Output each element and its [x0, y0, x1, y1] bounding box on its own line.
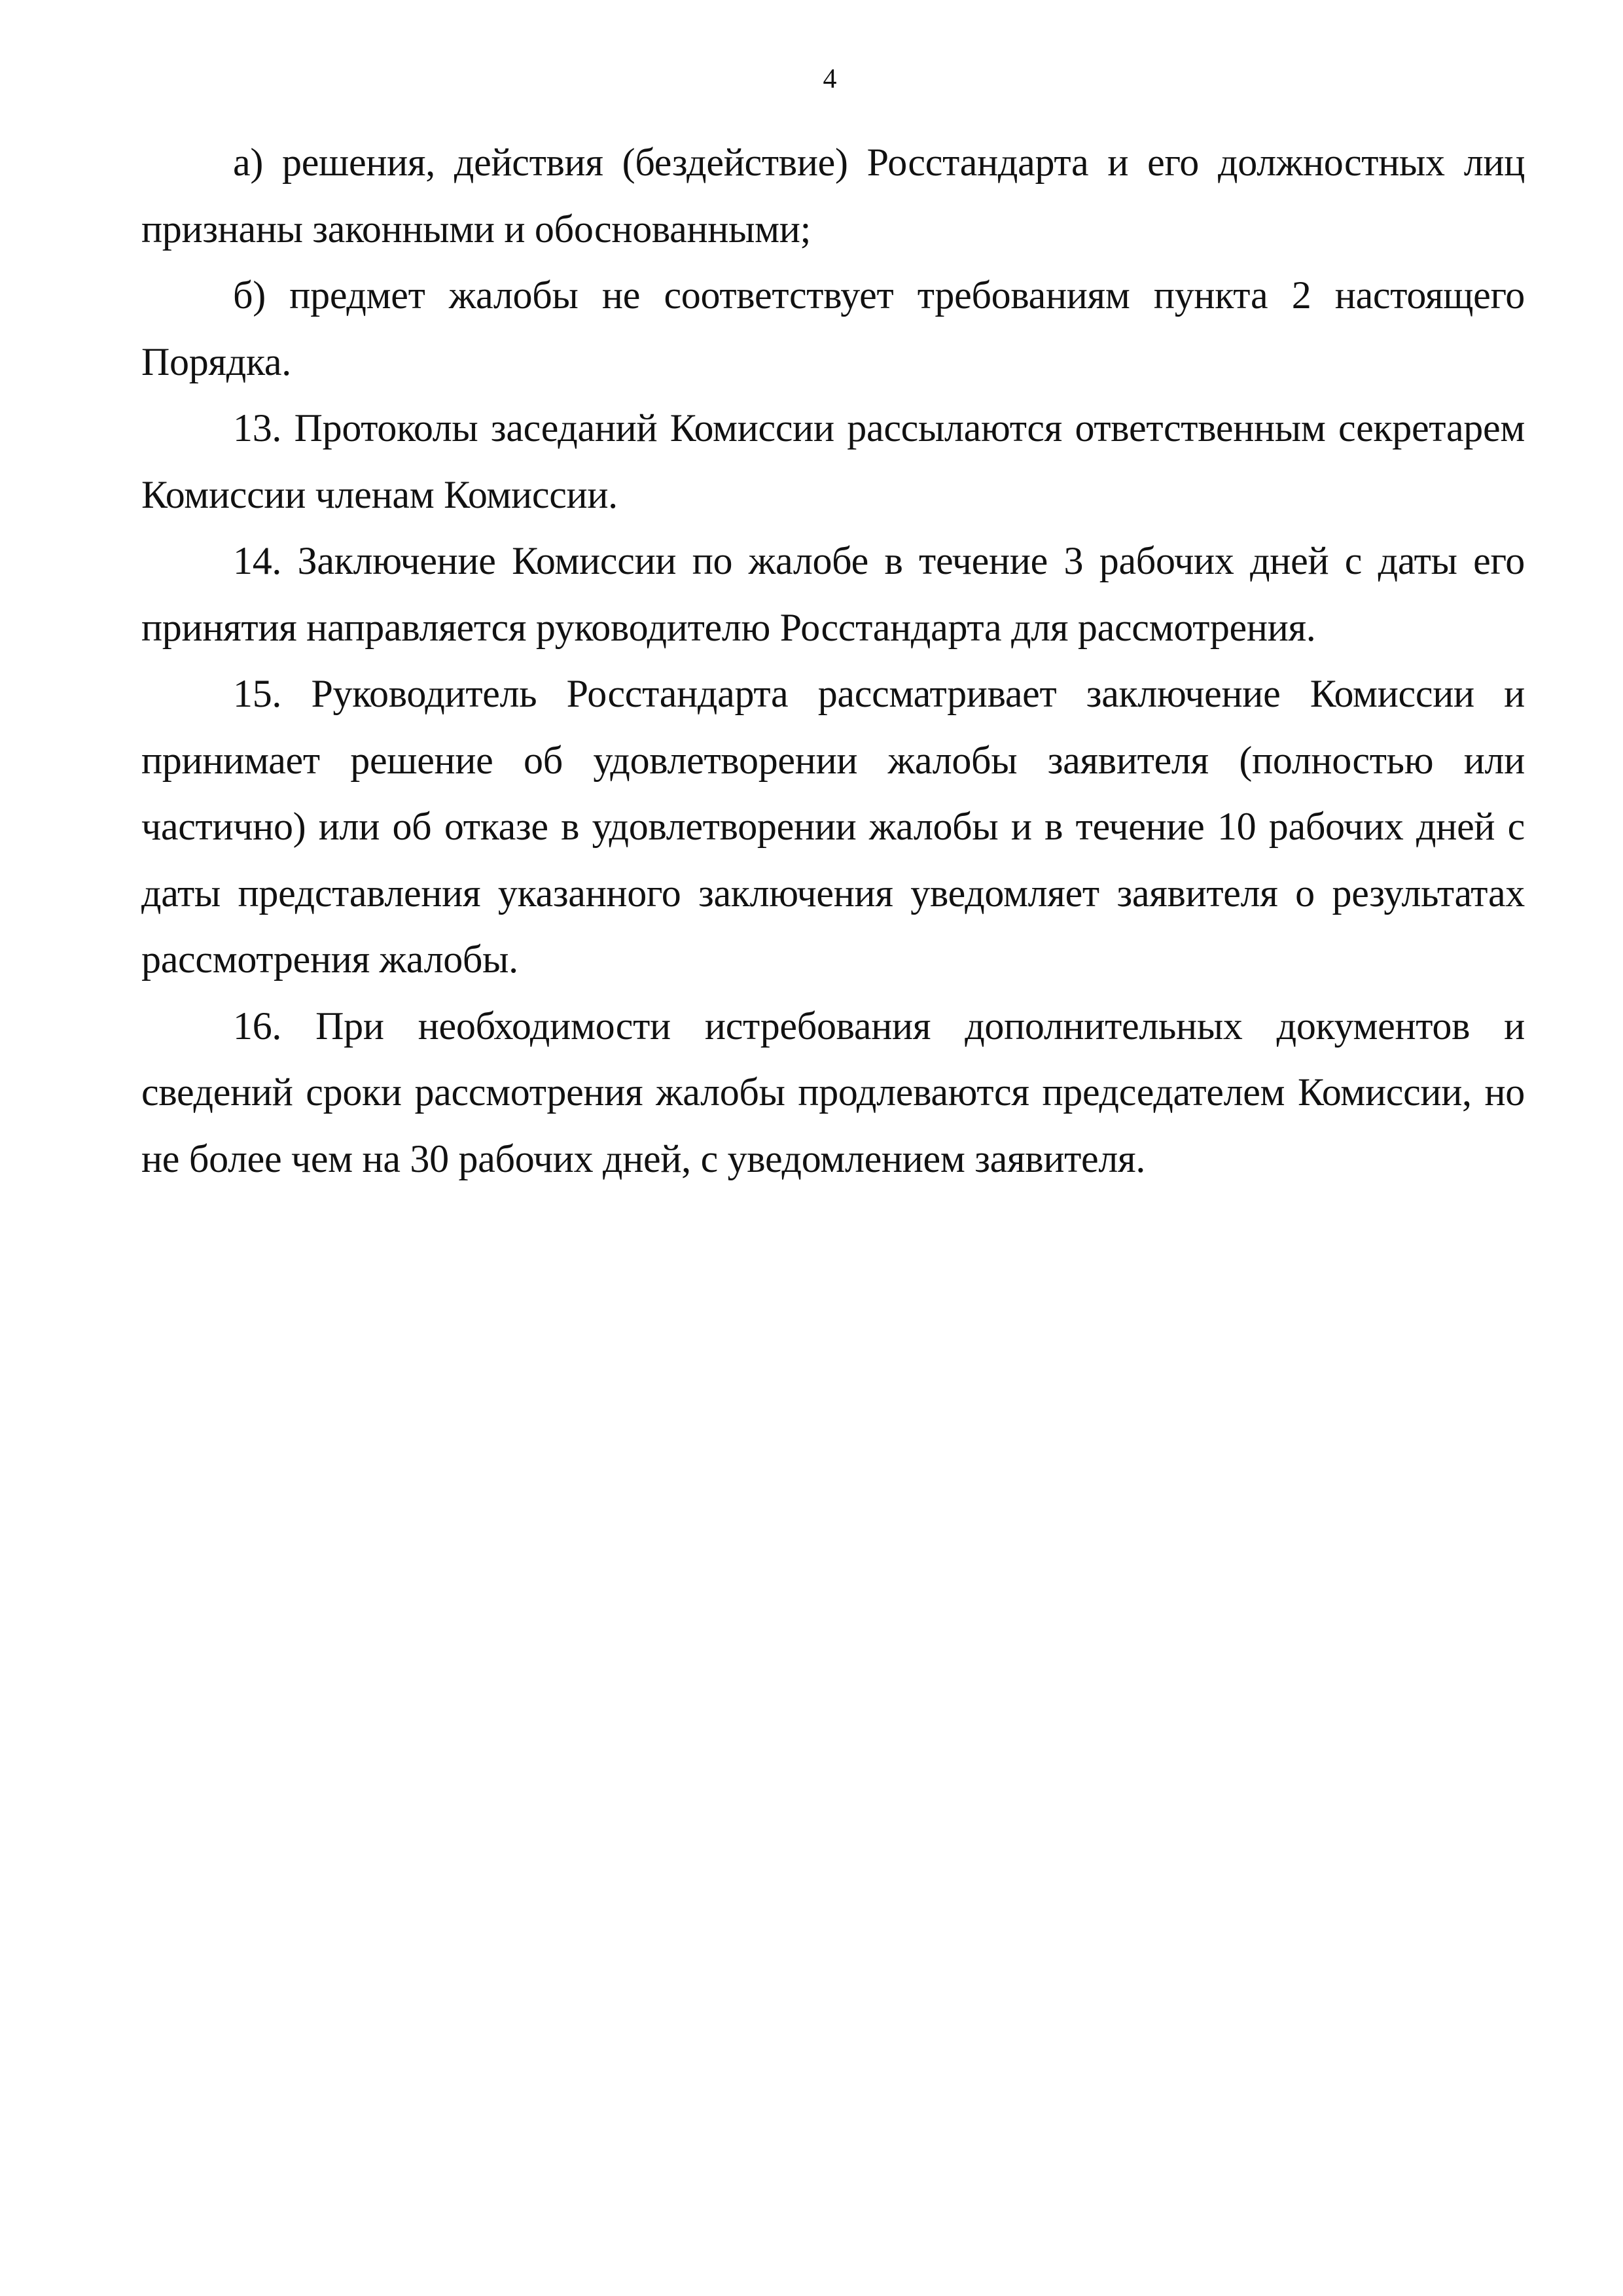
document-body: [141, 130, 1525, 1192]
paragraph-a-decisions-lawful: а) решения, действия (бездействие) Росстандарта и его должностных лиц признаны законными и обоснованными;: [141, 141, 1525, 251]
paragraph-16-extension: 16. При необходимости истребования дополнительных документов и сведений сроки рассмотрения жалобы продлеваются председателем Комиссии, но не более чем на 30 рабочих дней, с уведомлением заявителя.: [141, 1004, 1525, 1180]
paragraph-b-subject-mismatch: б) предмет жалобы не соответствует требованиям пункта 2 настоящего Порядка.: [141, 274, 1525, 383]
paragraph-15-head-decision: 15. Руководитель Росстандарта рассматривает заключение Комиссии и принимает решение об удовлетворении жалобы заявителя (полностью или частично) или об отказе в удовлетворении жалобы и в течение 10 рабочих дней с даты представления указанного заключения уведомляет заявителя о результатах рассмотрения жалобы.: [141, 672, 1525, 981]
page-number: 4: [823, 64, 837, 94]
paragraph-14-conclusion: 14. Заключение Комиссии по жалобе в течение 3 рабочих дней с даты его принятия направляется руководителю Росстандарта для рассмотрения.: [141, 539, 1525, 649]
paragraph-13-protocols: 13. Протоколы заседаний Комиссии рассылаются ответственным секретарем Комиссии членам Комиссии.: [141, 406, 1525, 516]
